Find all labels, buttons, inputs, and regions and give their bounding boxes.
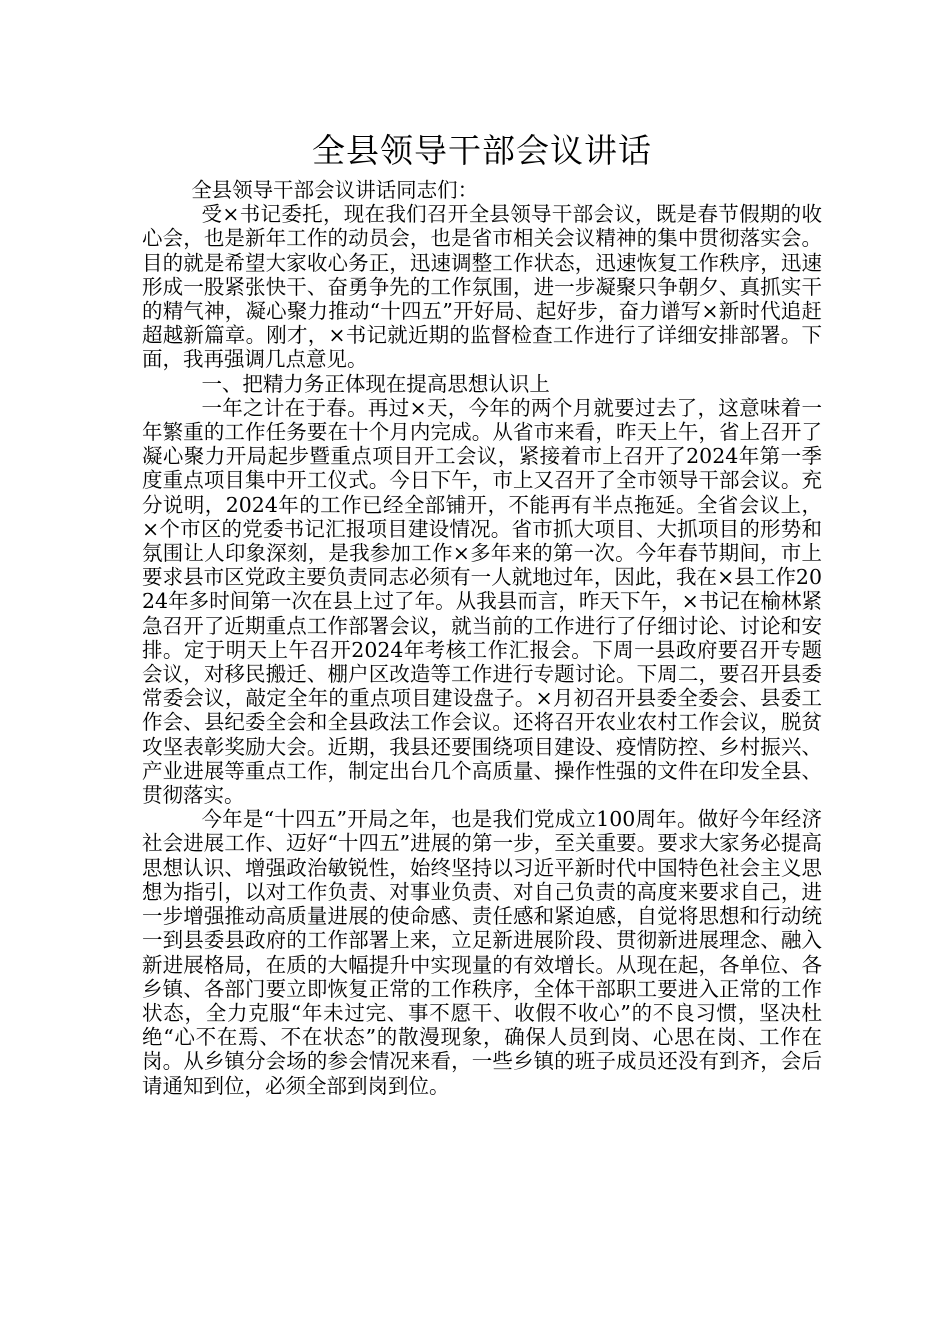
body-paragraph: 一年之计在于春。再过×天，今年的两个月就要过去了，这意味着一年繁重的工作任务要在十个月内完成。从省市来看，昨天上午，省上召开了凝心聚力开局起步暨重点项目开工会议，紧接着市上召开了2024年第一季度重点项目集中开工仪式。今日下午，市上又召开了全市领导干部会议。充分说明，2024年的工作已经全部铺开，不能再有半点拖延。全省会议上，×个市区的党委书记汇报项目建设情况。省市抓大项目、大抓项目的形势和氛围让人印象深刻，是我参加工作×多年来的第一次。今年春节期间，市上要求县市区党政主要负责同志必须有一人就地过年，因此，我在×县工作2024年多时间第一次在县上过了年。从我县而言，昨天下午，×书记在榆林紧急召开了近期重点工作部署会议，就当前的工作进行了仔细讨论、讨论和安排。定于明天上午召开2024年考核工作汇报会。下周一县政府要召开专题会议，对移民搬迁、棚户区改造等工作进行专题讨论。下周二，要召开县委常委会议，敲定全年的重点项目建设盘子。×月初召开县委全委会、县委工作会、县纪委全会和全县政法工作会议。还将召开农业农村工作会议，脱贫攻坚表彰奖励大会。近期，我县还要围绕项目建设、疫情防控、乡村振兴、产业进展等重点工作，制定出台几个高质量、操作性强的文件在印发全县、贯彻落实。 <box>142 395 822 808</box>
document-body <box>142 128 822 1098</box>
document-title: 全县领导干部会议讲话 <box>312 131 652 170</box>
salutation-line: 全县领导干部会议讲话同志们： <box>191 178 479 202</box>
section-heading: 一、把精力务正体现在提高思想认识上 <box>201 371 550 396</box>
intro-paragraph: 受×书记委托，现在我们召开全县领导干部会议，既是春节假期的收心会，也是新年工作的动员会，也是省市相关会议精神的集中贯彻落实会。目的就是希望大家收心务正，迅速调整工作状态，迅速恢复工作秩序，迅速形成一股紧张快干、奋勇争先的工作氛围，进一步凝聚只争朝夕、真抓实干的精气神，凝心聚力推动“十四五”开好局、起好步，奋力谱写×新时代追赶超越新篇章。刚才，×书记就近期的监督检查工作进行了详细安排部署。下面，我再强调几点意见。 <box>142 202 822 372</box>
body-paragraph: 今年是“十四五”开局之年，也是我们党成立100周年。做好今年经济社会进展工作、迈好“十四五”进展的第一步，至关重要。要求大家务必提高思想认识、增强政治敏锐性，始终坚持以习近平新时代中国特色社会主义思想为指引，以对工作负责、对事业负责、对自己负责的高度来要求自己，进一步增强推动高质量进展的使命感、责任感和紧迫感，自觉将思想和行动统一到县委县政府的工作部署上来，立足新进展阶段、贯彻新进展理念、融入新进展格局，在质的大幅提升中实现量的有效增长。从现在起，各单位、各乡镇、各部门要立即恢复正常的工作秩序，全体干部职工要进入正常的工作状态，全力克服“年未过完、事不愿干、收假不收心”的不良习惯，坚决杜绝“心不在焉、不在状态”的散漫现象，确保人员到岗、心思在岗、工作在岗。从乡镇分会场的参会情况来看，一些乡镇的班子成员还没有到齐，会后请通知到位，必须全部到岗到位。 <box>142 807 822 1098</box>
